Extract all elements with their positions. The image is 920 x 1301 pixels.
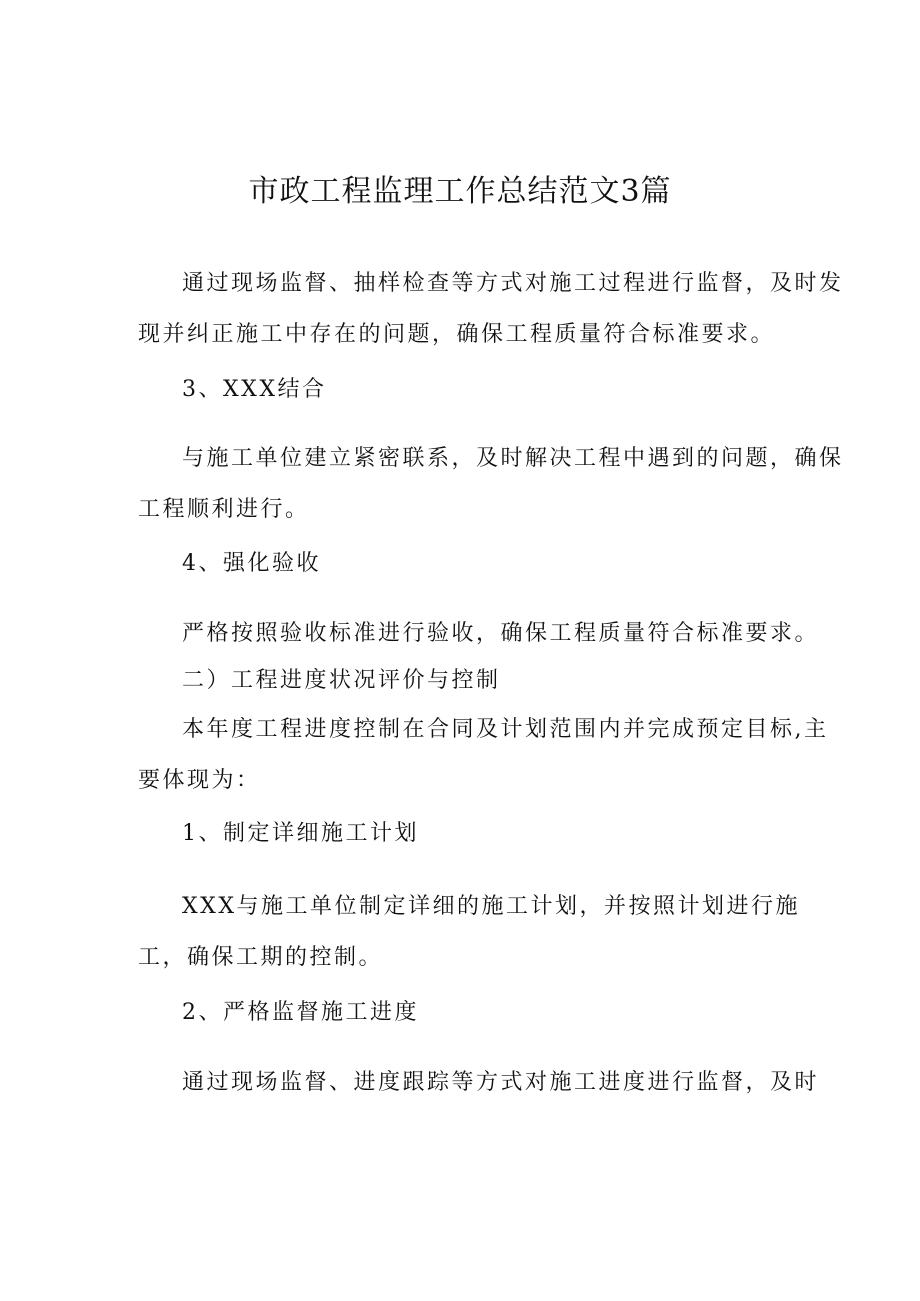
paragraph-line: 工程顺利进行。 xyxy=(138,497,310,522)
section-heading: 2、严格监督施工进度 xyxy=(182,1000,419,1025)
paragraph-line: 与施工单位建立紧密联系，及时解决工程中遇到的问题，确保 xyxy=(182,446,844,471)
section-heading: 二）工程进度状况评价与控制 xyxy=(182,668,501,693)
paragraph-line: XXX与施工单位制定详细的施工计划，并按照计划进行施 xyxy=(182,894,800,919)
paragraph-line: 现并纠正施工中存在的问题，确保工程质量符合标准要求。 xyxy=(138,322,776,347)
paragraph-line: 本年度工程进度控制在合同及计划范围内并完成预定目标,主 xyxy=(182,717,829,742)
section-heading: 3、XXX结合 xyxy=(182,377,327,402)
paragraph-line: 工，确保工期的控制。 xyxy=(138,945,384,970)
section-heading: 4、强化验收 xyxy=(182,551,321,576)
paragraph-line: 要体现为： xyxy=(138,768,261,793)
paragraph-line: 通过现场监督、进度跟踪等方式对施工进度进行监督，及时 xyxy=(182,1070,820,1095)
paragraph-line: 通过现场监督、抽样检查等方式对施工过程进行监督，及时发 xyxy=(182,271,844,296)
paragraph-line: 严格按照验收标准进行验收，确保工程质量符合标准要求。 xyxy=(182,621,820,646)
section-heading: 1、制定详细施工计划 xyxy=(182,821,419,846)
document-title: 市政工程监理工作总结范文3篇 xyxy=(248,174,672,209)
